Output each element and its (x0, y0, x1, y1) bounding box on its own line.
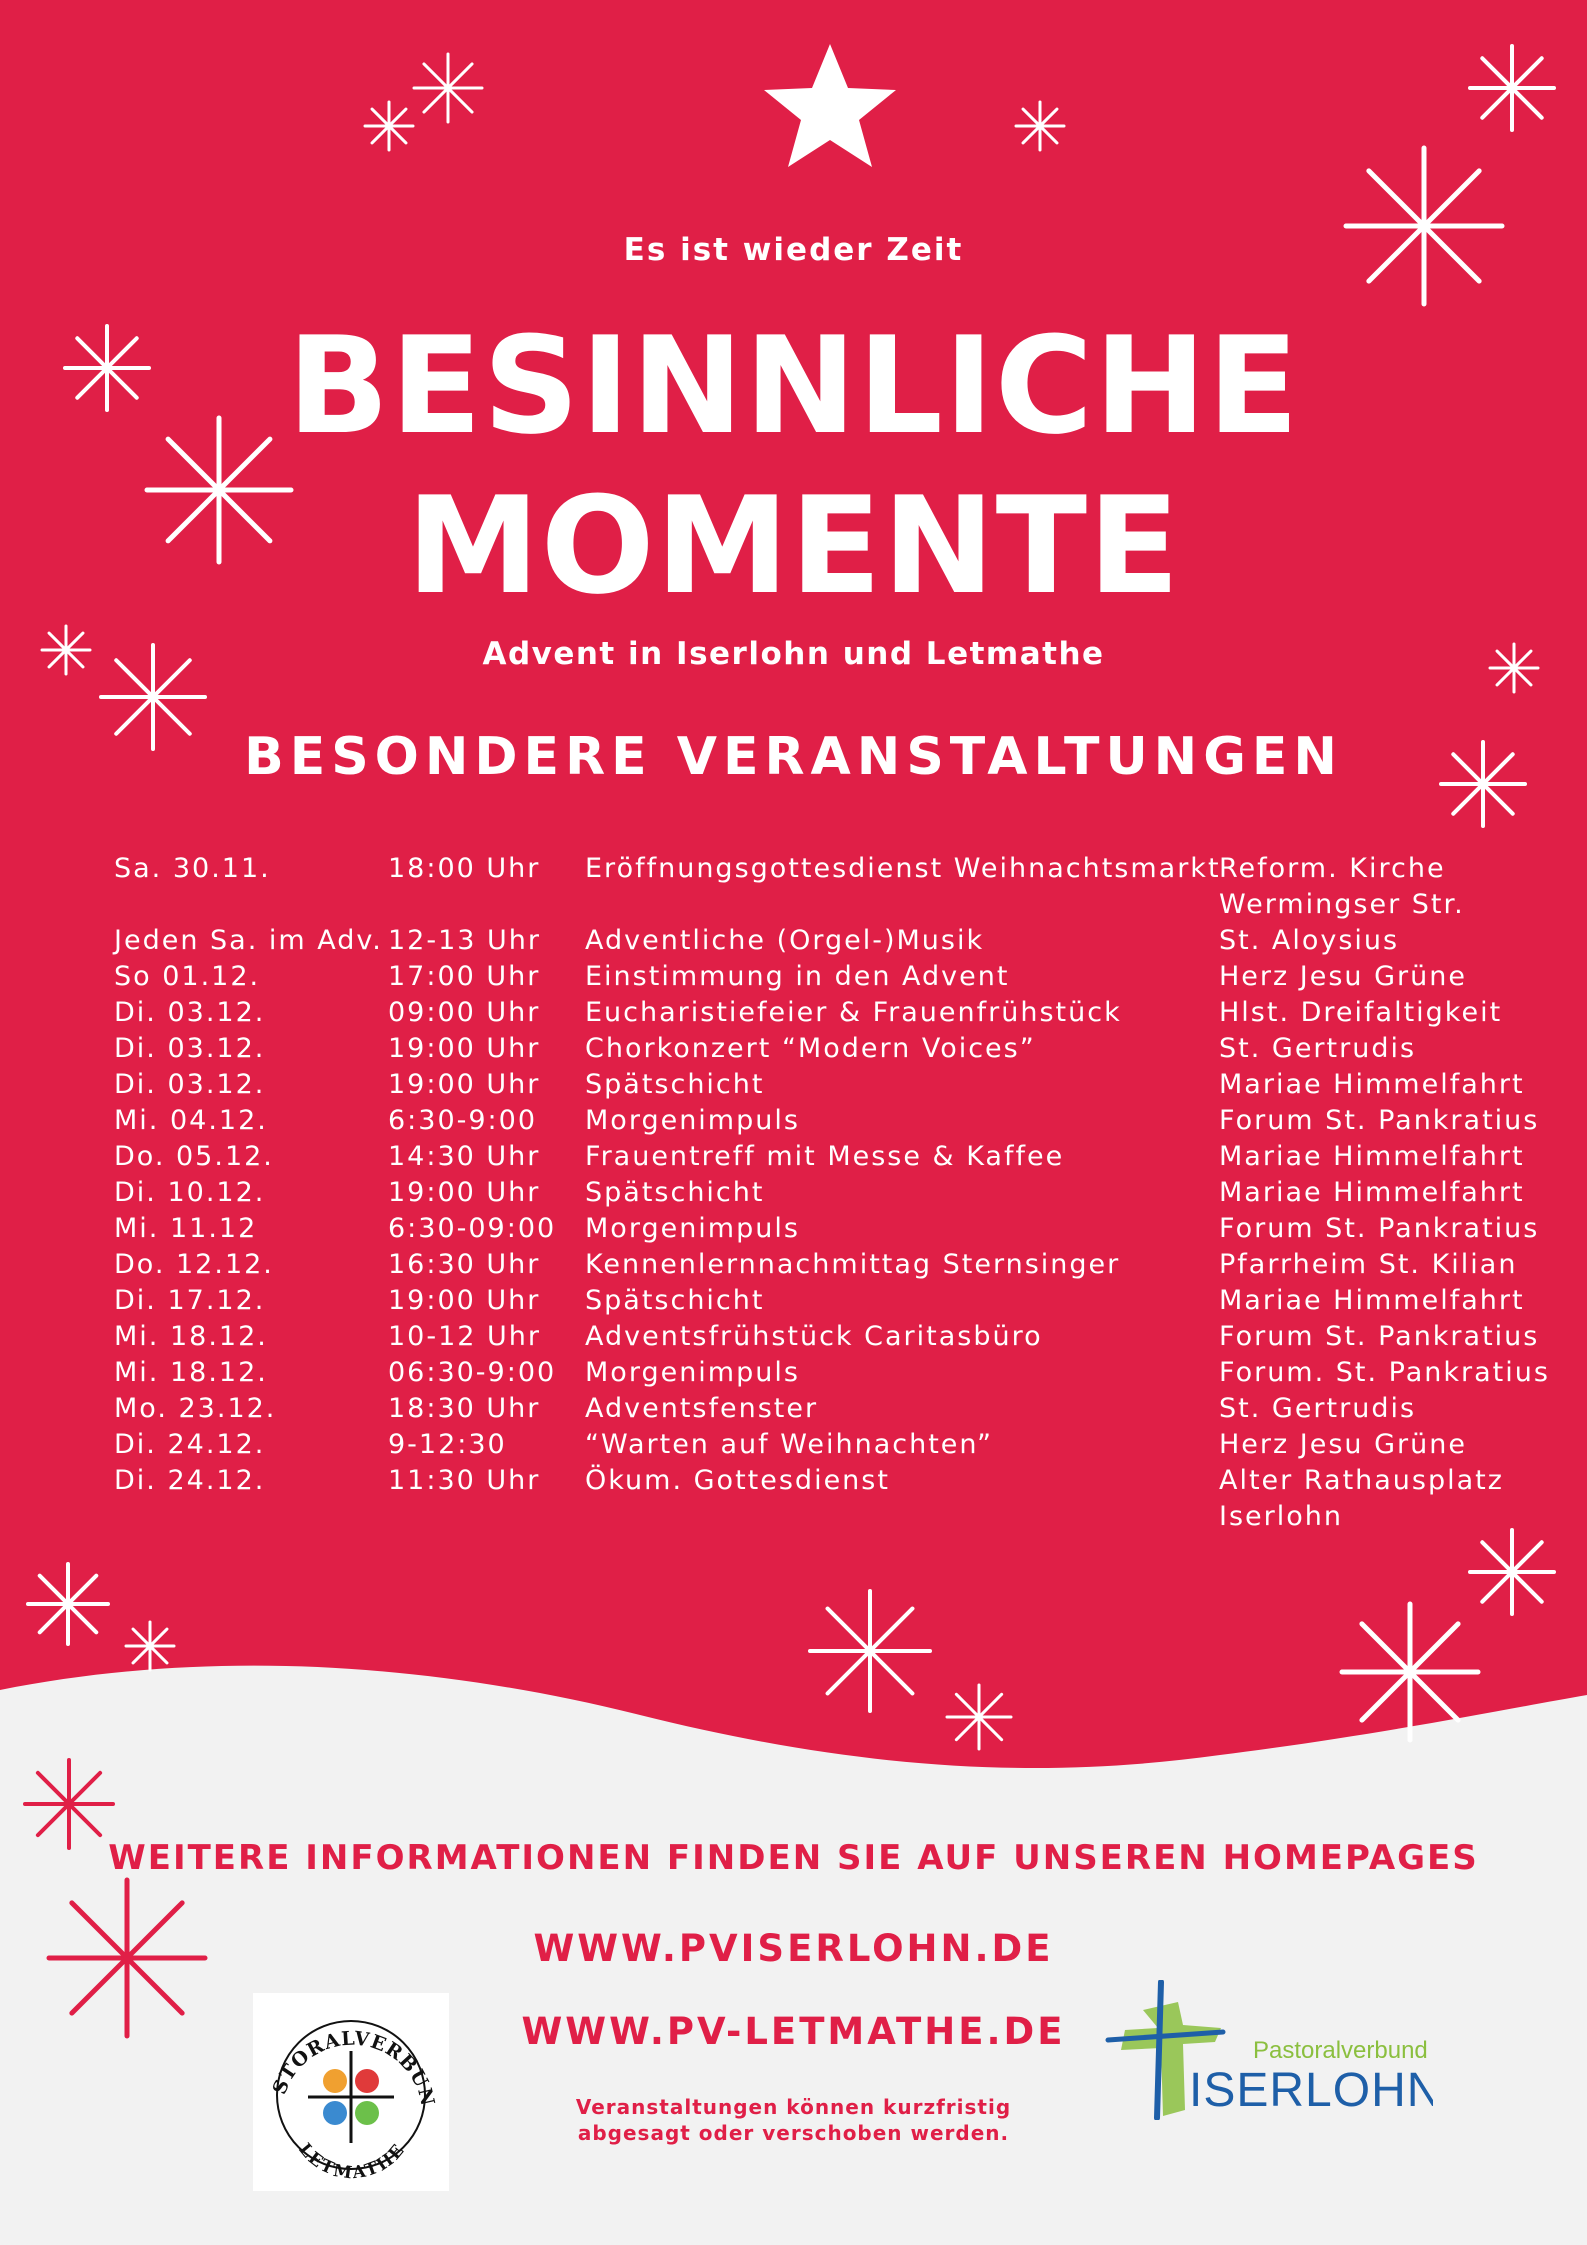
event-time: 14:30 Uhr (388, 1141, 541, 1172)
disclaimer-line-1: Veranstaltungen können kurzfristig (575, 2095, 1012, 2119)
svg-text:PASTORALVERBUND (253, 1993, 439, 2109)
event-time: 11:30 Uhr (388, 1465, 541, 1496)
event-row (0, 1211, 1587, 1247)
red-dot-icon (355, 2069, 379, 2093)
event-name: Morgenimpuls (585, 1105, 800, 1136)
event-row (0, 1427, 1587, 1463)
event-time: 16:30 Uhr (388, 1249, 541, 1280)
event-date: Mi. 04.12. (114, 1105, 268, 1136)
title-line-1: BESINNLICHE (287, 308, 1300, 464)
event-place: St. Aloysius (1219, 925, 1400, 956)
event-date: Do. 12.12. (114, 1249, 274, 1280)
iserlohn-logo (1103, 1980, 1433, 2120)
event-row (0, 1355, 1587, 1391)
event-name: Kennenlernnachmittag Sternsinger (585, 1249, 1121, 1280)
logo-iserlohn-line2: ISERLOHN (1189, 2064, 1433, 2117)
event-time: 06:30-9:00 (388, 1357, 557, 1388)
url-pv-letmathe[interactable]: WWW.PV-LETMATHE.DE (521, 2010, 1066, 2053)
event-row (0, 1283, 1587, 1319)
event-name: Eröffnungsgottesdienst Weihnachtsmarkt (585, 853, 1221, 884)
svg-text:LETMATHE (294, 2140, 409, 2184)
kicker: Es ist wieder Zeit (623, 232, 964, 268)
event-row (0, 1031, 1587, 1067)
events-list (0, 851, 1587, 1535)
url-pviserlohn[interactable]: WWW.PVISERLOHN.DE (533, 1927, 1054, 1970)
event-date: Sa. 30.11. (114, 853, 271, 884)
event-date: Mi. 11.12 (114, 1213, 258, 1244)
event-row (0, 1067, 1587, 1103)
event-time: 6:30-9:00 (388, 1105, 538, 1136)
event-row-continued (0, 1499, 1587, 1535)
event-date: So 01.12. (114, 961, 261, 992)
event-date: Di. 03.12. (114, 997, 266, 1028)
page-title (0, 306, 1587, 626)
event-place-line2: Iserlohn (1219, 1501, 1343, 1532)
event-name: Morgenimpuls (585, 1213, 800, 1244)
blue-dot-icon (323, 2101, 347, 2125)
event-time: 18:30 Uhr (388, 1393, 541, 1424)
event-time: 6:30-09:00 (388, 1213, 557, 1244)
event-row (0, 1175, 1587, 1211)
logo-top-text: STORALVERBUN (268, 2027, 439, 2109)
event-place: Herz Jesu Grüne (1219, 961, 1467, 992)
logo-bottom-text: LETMATHE (294, 2139, 410, 2184)
event-place: Mariae Himmelfahrt (1219, 1069, 1525, 1100)
event-place: Mariae Himmelfahrt (1219, 1285, 1525, 1316)
event-date: Di. 10.12. (114, 1177, 266, 1208)
event-row (0, 923, 1587, 959)
event-name: Adventsfenster (585, 1393, 819, 1424)
event-time: 9-12:30 (388, 1429, 507, 1460)
event-row (0, 1247, 1587, 1283)
event-time: 10-12 Uhr (388, 1321, 542, 1352)
event-time: 19:00 Uhr (388, 1033, 541, 1064)
event-date: Jeden Sa. im Adv. (114, 925, 383, 956)
event-row (0, 851, 1587, 887)
event-place: Mariae Himmelfahrt (1219, 1141, 1525, 1172)
disclaimer-line-2: abgesagt oder verschoben werden. (577, 2121, 1010, 2145)
letmathe-logo (253, 1993, 449, 2191)
event-row (0, 1319, 1587, 1355)
event-time: 09:00 Uhr (388, 997, 541, 1028)
event-row (0, 959, 1587, 995)
title-line-2: MOMENTE (406, 468, 1181, 624)
event-row-continued (0, 887, 1587, 923)
event-time: 19:00 Uhr (388, 1285, 541, 1316)
event-place-line2: Wermingser Str. (1219, 889, 1465, 920)
blue-cross-icon (1157, 1982, 1161, 2118)
event-date: Mo. 23.12. (114, 1393, 277, 1424)
event-place: Alter Rathausplatz (1219, 1465, 1504, 1496)
event-date: Di. 24.12. (114, 1429, 266, 1460)
orange-dot-icon (323, 2069, 347, 2093)
event-name: Spätschicht (585, 1069, 765, 1100)
event-row (0, 1391, 1587, 1427)
event-row (0, 1139, 1587, 1175)
info-text: WEITERE INFORMATIONEN FINDEN SIE AUF UNSEREN HOMEPAGES (108, 1838, 1479, 1878)
event-place: Forum St. Pankratius (1219, 1213, 1540, 1244)
event-date: Di. 03.12. (114, 1033, 266, 1064)
event-time: 19:00 Uhr (388, 1069, 541, 1100)
event-date: Di. 17.12. (114, 1285, 266, 1316)
event-date: Do. 05.12. (114, 1141, 274, 1172)
event-time: 17:00 Uhr (388, 961, 541, 992)
event-row (0, 1103, 1587, 1139)
subtitle: Advent in Iserlohn und Letmathe (482, 636, 1105, 672)
event-place: Reform. Kirche (1219, 853, 1446, 884)
event-name: Spätschicht (585, 1177, 765, 1208)
event-name: Morgenimpuls (585, 1357, 800, 1388)
event-name: “Warten auf Weihnachten” (585, 1429, 994, 1460)
event-time: 18:00 Uhr (388, 853, 541, 884)
event-row (0, 1463, 1587, 1499)
event-place: St. Gertrudis (1219, 1033, 1417, 1064)
event-place: Pfarrheim St. Kilian (1219, 1249, 1518, 1280)
event-name: Frauentreff mit Messe & Kaffee (585, 1141, 1065, 1172)
event-time: 12-13 Uhr (388, 925, 542, 956)
event-name: Chorkonzert “Modern Voices” (585, 1033, 1036, 1064)
event-place: St. Gertrudis (1219, 1393, 1417, 1424)
event-name: Spätschicht (585, 1285, 765, 1316)
event-date: Di. 24.12. (114, 1465, 266, 1496)
event-place: Forum St. Pankratius (1219, 1321, 1540, 1352)
event-name: Eucharistiefeier & Frauenfrühstück (585, 997, 1122, 1028)
event-date: Mi. 18.12. (114, 1357, 268, 1388)
event-name: Adventsfrühstück Caritasbüro (585, 1321, 1043, 1352)
event-place: Mariae Himmelfahrt (1219, 1177, 1525, 1208)
green-dot-icon (355, 2101, 379, 2125)
event-place: Forum St. Pankratius (1219, 1105, 1540, 1136)
event-place: Hlst. Dreifaltigkeit (1219, 997, 1503, 1028)
event-place: Herz Jesu Grüne (1219, 1429, 1467, 1460)
event-date: Mi. 18.12. (114, 1321, 268, 1352)
event-time: 19:00 Uhr (388, 1177, 541, 1208)
event-name: Adventliche (Orgel-)Musik (585, 925, 985, 956)
logo-iserlohn-line1: Pastoralverbund (1253, 2037, 1428, 2064)
event-name: Einstimmung in den Advent (585, 961, 1010, 992)
event-place: Forum. St. Pankratius (1219, 1357, 1550, 1388)
event-date: Di. 03.12. (114, 1069, 266, 1100)
event-name: Ökum. Gottesdienst (585, 1465, 890, 1496)
event-row (0, 995, 1587, 1031)
section-heading: BESONDERE VERANSTALTUNGEN (244, 727, 1343, 787)
